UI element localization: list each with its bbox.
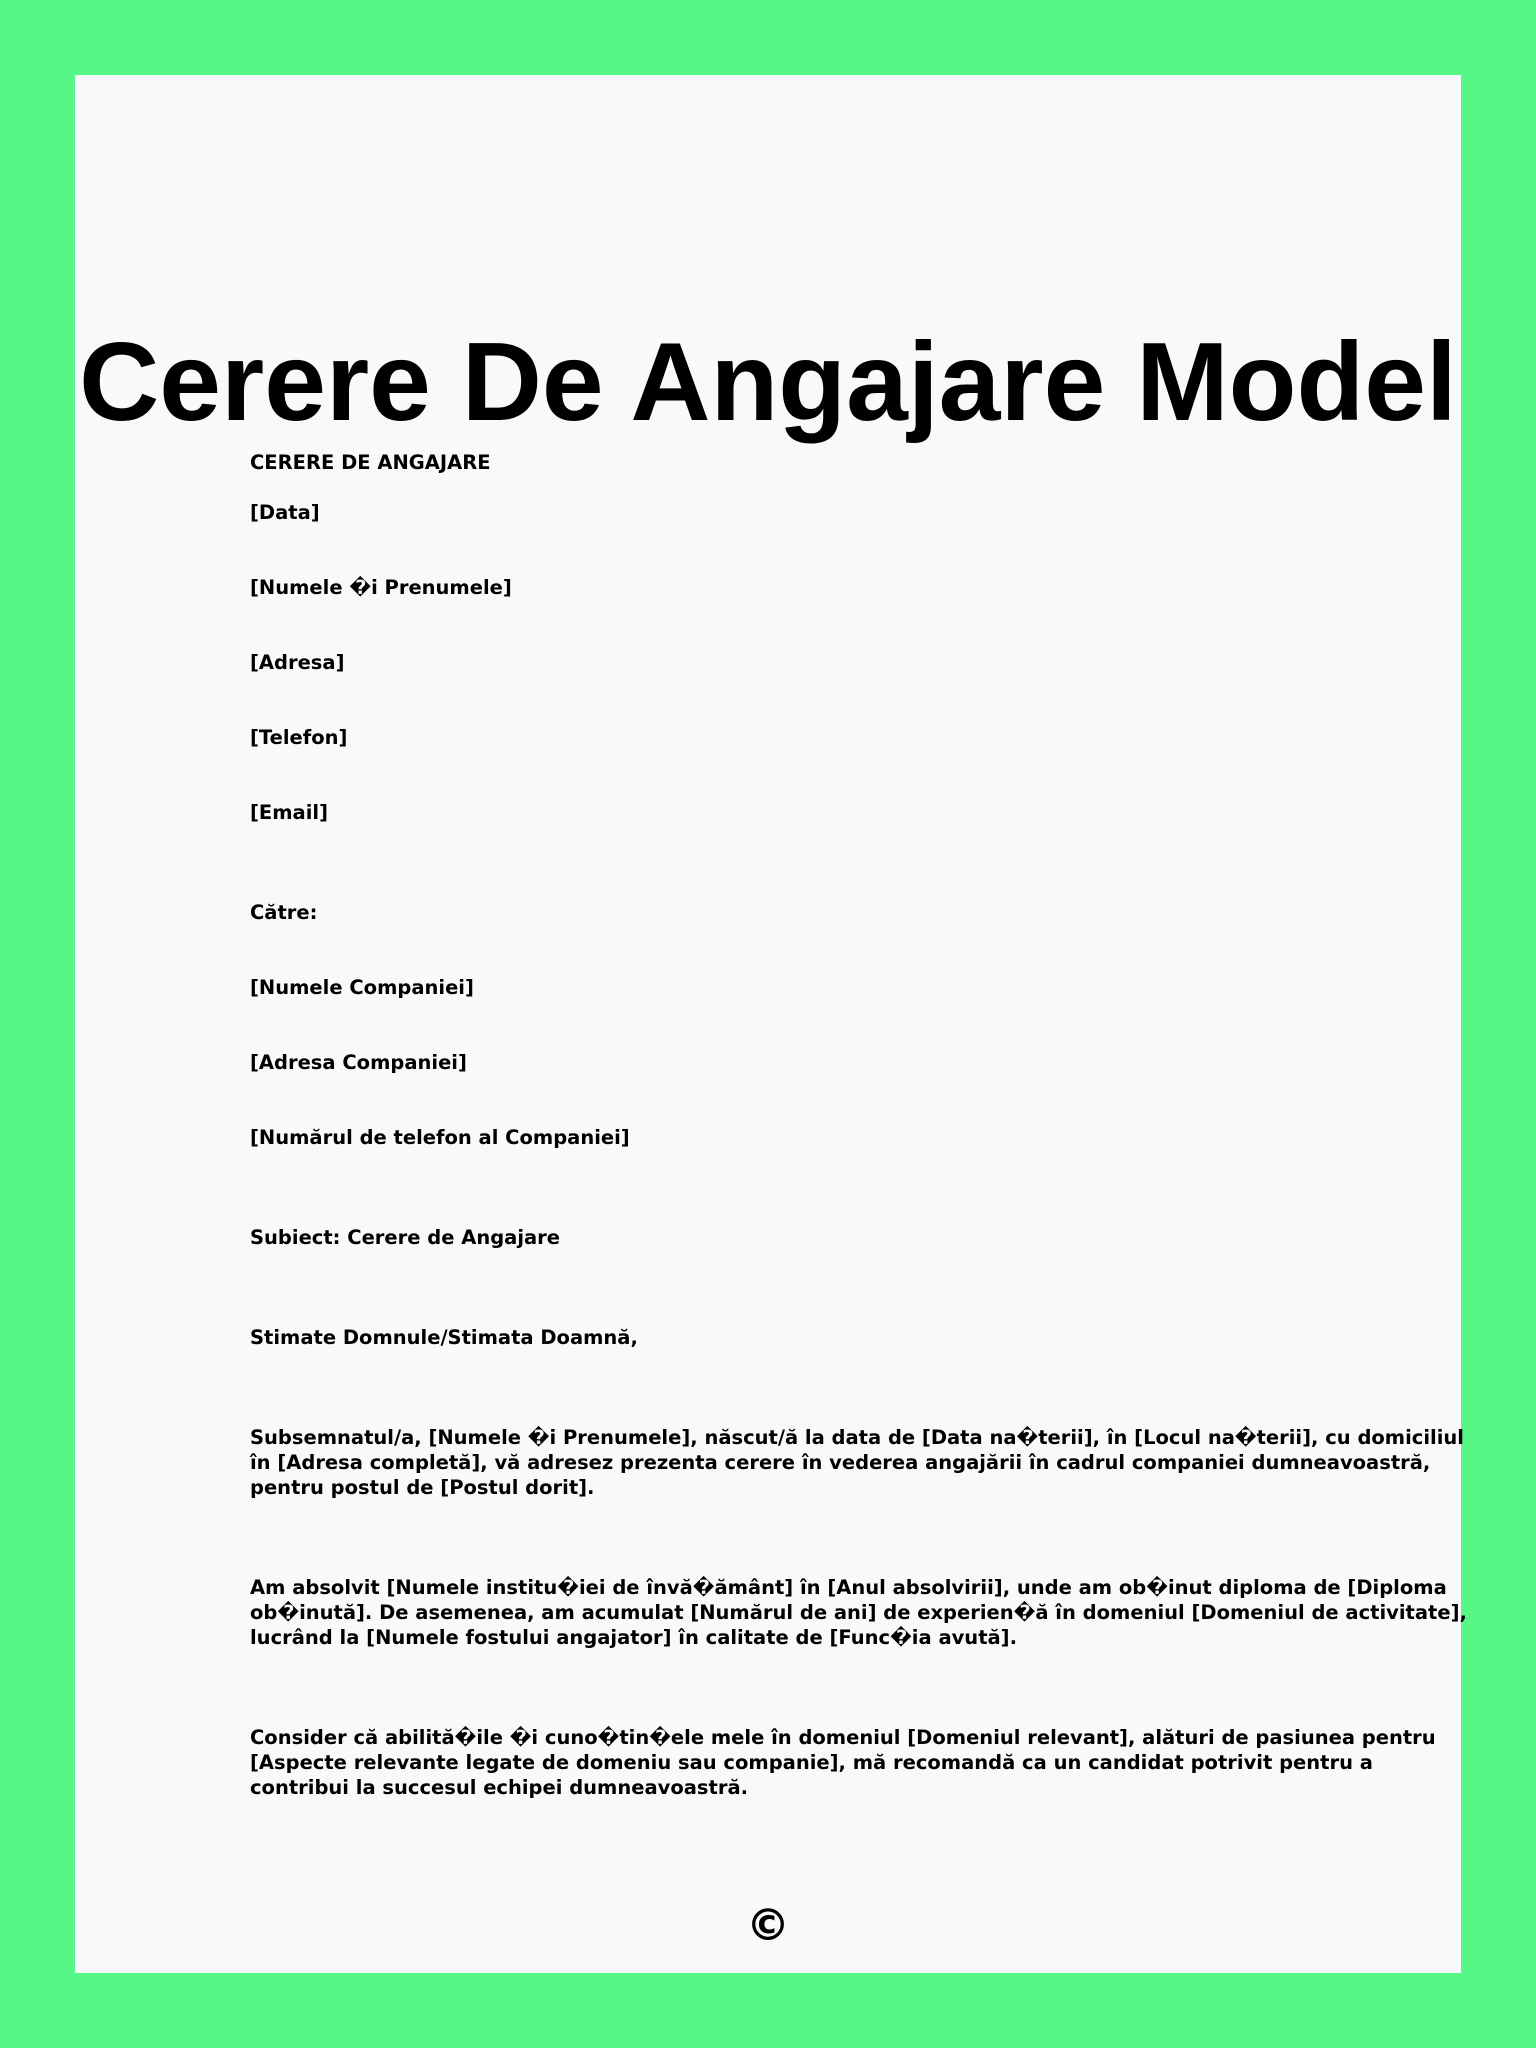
paragraph-line: lucrând la [Numele fostului angajator] în calitate de [Func�ia avută]. [250, 1626, 1017, 1649]
sender-date: [Data] [250, 501, 320, 524]
recipient-company-name: [Numele Companiei] [250, 976, 474, 999]
paragraph-line: ob�inută]. De asemenea, am acumulat [Numărul de ani] de experien�ă în domeniul [Domeniul de activitate], [250, 1601, 1467, 1624]
recipient-company-address: [Adresa Companiei] [250, 1051, 467, 1074]
sender-name: [Numele �i Prenumele] [250, 576, 512, 599]
copyright-icon: © [746, 1900, 790, 1951]
paragraph-line: Consider că abilită�ile �i cuno�tin�ele mele în domeniul [Domeniul relevant], alături de pasiunea pentru [250, 1726, 1436, 1749]
page-title: Cerere De Angajare Model [79, 320, 1457, 444]
document-page [75, 75, 1467, 1973]
paragraph-line: [Aspecte relevante legate de domeniu sau companie], mă recomandă ca un candidat potrivit pentru a [250, 1751, 1373, 1774]
letter-salutation: Stimate Domnule/Stimata Doamnă, [250, 1326, 638, 1349]
paragraph-line: în [Adresa completă], vă adresez prezenta cerere în vederea angajării în cadrul companiei dumneavoastră, [250, 1451, 1431, 1474]
body-paragraph-skills [250, 1725, 1436, 1800]
letter-subject: Subiect: Cerere de Angajare [250, 1226, 561, 1249]
paragraph-line: Subsemnatul/a, [Numele �i Prenumele], născut/ă la data de [Data na�terii], în [Locul na�terii], cu domiciliul [250, 1426, 1464, 1449]
recipient-label: Către: [250, 901, 318, 924]
paragraph-line: contribui la succesul echipei dumneavoastră. [250, 1776, 749, 1799]
letter-heading: CERERE DE ANGAJARE [250, 451, 491, 474]
sender-phone: [Telefon] [250, 726, 348, 749]
sender-address: [Adresa] [250, 651, 345, 674]
paragraph-line: pentru postul de [Postul dorit]. [250, 1476, 595, 1499]
body-paragraph-education [250, 1575, 1467, 1650]
paragraph-line: Am absolvit [Numele institu�iei de învă�ământ] în [Anul absolvirii], unde am ob�inut diploma de [Diploma [250, 1576, 1447, 1599]
body-paragraph-intro [250, 1425, 1464, 1500]
recipient-company-phone: [Numărul de telefon al Companiei] [250, 1126, 630, 1149]
sender-email: [Email] [250, 801, 328, 824]
